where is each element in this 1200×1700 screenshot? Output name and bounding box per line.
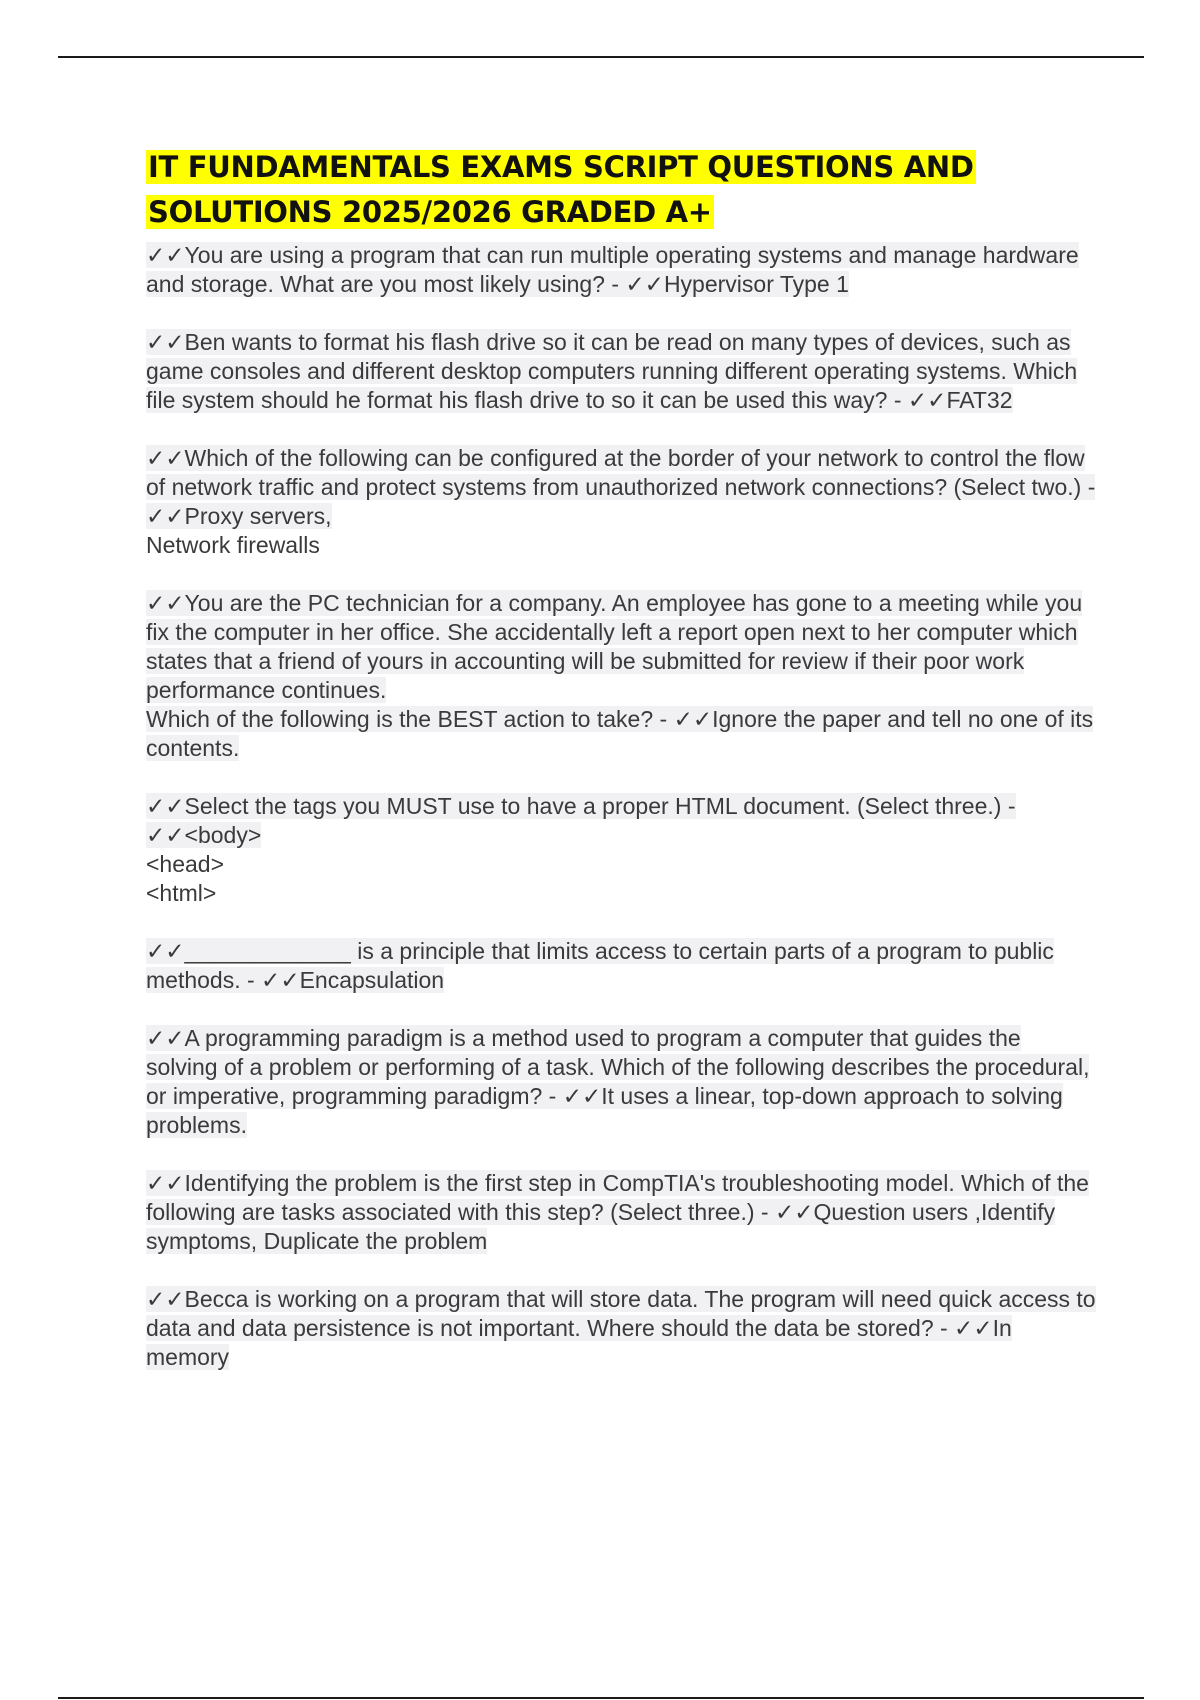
qa-line bbox=[146, 792, 1096, 850]
qa-item-1 bbox=[146, 241, 1096, 299]
qa-item-4 bbox=[146, 589, 1096, 763]
qa-item-5 bbox=[146, 792, 1096, 908]
qa-line bbox=[146, 531, 1096, 560]
qa-item-7 bbox=[146, 1024, 1096, 1140]
qa-line bbox=[146, 241, 1096, 299]
qa-text: ✓✓You are the PC technician for a company. An employee has gone to a meeting while you fix the computer in her office. She accidentally left a report open next to her computer which states that a friend of yours in accounting will be submitted for review if their poor work performance continues. bbox=[146, 590, 1083, 703]
qa-line bbox=[146, 1169, 1096, 1256]
qa-line bbox=[146, 879, 1096, 908]
qa-line bbox=[146, 850, 1096, 879]
qa-line bbox=[146, 1024, 1096, 1140]
qa-text: ✓✓You are using a program that can run multiple operating systems and manage hardware and storage. What are you most likely using? - ✓✓Hypervisor Type 1 bbox=[146, 242, 1079, 297]
qa-text: Which of the following is the BEST action to take? - ✓✓Ignore the paper and tell no one of its contents. bbox=[146, 706, 1094, 761]
qa-item-6 bbox=[146, 937, 1096, 995]
qa-item-8 bbox=[146, 1169, 1096, 1256]
qa-item-9 bbox=[146, 1285, 1096, 1372]
qa-text: <head> bbox=[146, 851, 225, 877]
bottom-rule bbox=[58, 1697, 1144, 1699]
qa-text: ✓✓Which of the following can be configured at the border of your network to control the flow of network traffic and protect systems from unauthorized network connections? (Select two.) - ✓✓Proxy servers, bbox=[146, 445, 1096, 529]
qa-text: ✓✓Identifying the problem is the first step in CompTIA's troubleshooting model. Which of the following are tasks associated with this step? (Select three.) - ✓✓Question users ,Identify symptoms, Duplicate the problem bbox=[146, 1170, 1089, 1254]
qa-text: ✓✓Becca is working on a program that will store data. The program will need quick access to data and data persistence is not important. Where should the data be stored? - ✓✓In memory bbox=[146, 1286, 1096, 1370]
qa-text: ✓✓Ben wants to format his flash drive so it can be read on many types of devices, such as game consoles and different desktop computers running different operating systems. Which file system should he format his flash drive to so it can be used this way? - ✓✓FAT32 bbox=[146, 329, 1078, 413]
qa-line bbox=[146, 444, 1096, 531]
qa-line bbox=[146, 937, 1096, 995]
qa-item-2 bbox=[146, 328, 1096, 415]
qa-text: ✓✓A programming paradigm is a method used to program a computer that guides the solving of a problem or performing of a task. Which of the following describes the procedural, or imperative, programming paradigm? - ✓✓It uses a linear, top-down approach to solving problems. bbox=[146, 1025, 1090, 1138]
qa-item-3 bbox=[146, 444, 1096, 560]
qa-text: ✓✓_____________ is a principle that limits access to certain parts of a program to public methods. - ✓✓Encapsulation bbox=[146, 938, 1054, 993]
qa-line bbox=[146, 328, 1096, 415]
qa-line bbox=[146, 1285, 1096, 1372]
qa-line bbox=[146, 705, 1096, 763]
qa-text: <html> bbox=[146, 880, 217, 906]
document-body bbox=[146, 145, 1096, 1401]
document-title-text: IT FUNDAMENTALS EXAMS SCRIPT QUESTIONS AND SOLUTIONS 2025/2026 GRADED A+ bbox=[148, 150, 974, 229]
document-title bbox=[146, 145, 1096, 235]
qa-text: Network firewalls bbox=[146, 532, 320, 558]
qa-line bbox=[146, 589, 1096, 705]
top-rule bbox=[58, 56, 1144, 58]
qa-text: ✓✓Select the tags you MUST use to have a proper HTML document. (Select three.) - ✓✓<body> bbox=[146, 793, 1016, 848]
